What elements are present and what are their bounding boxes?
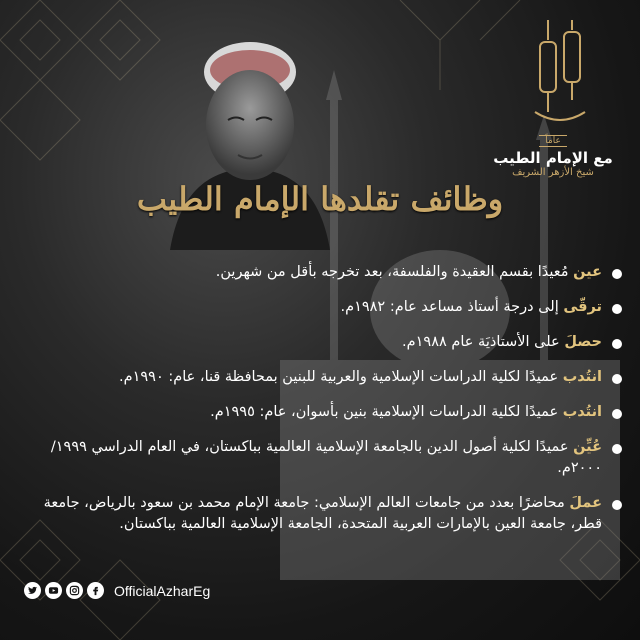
item-body: عميدًا لكلية الدراسات الإسلامية والعربية للبنين بمحافظة قنا، عام: ١٩٩٠م. [118, 369, 563, 385]
item-body: مُعيدًا بقسم العقيدة والفلسفة، بعد تخرجه بأقل من شهرين. [215, 264, 574, 280]
item-text [340, 297, 602, 318]
item-text [22, 437, 602, 479]
youtube-icon[interactable] [45, 582, 62, 599]
bullet-icon [612, 304, 622, 314]
item-keyword: عُيِّن [573, 439, 602, 455]
bullet-icon [612, 444, 622, 454]
bullet-icon [612, 409, 622, 419]
list-item [22, 402, 622, 423]
list-item [22, 437, 622, 479]
item-keyword: عين [573, 264, 602, 280]
list-item [22, 262, 622, 283]
item-keyword: حصلَ [564, 334, 602, 350]
bullet-icon [612, 269, 622, 279]
social-footer [24, 582, 210, 599]
list-item [22, 332, 622, 353]
brand-block [488, 128, 618, 179]
bullet-icon [612, 339, 622, 349]
item-keyword: انتُدب [562, 404, 602, 420]
instagram-icon[interactable] [66, 582, 83, 599]
item-text [22, 493, 602, 535]
item-keyword: عملَ [569, 495, 602, 511]
social-handle[interactable]: OfficialAzharEg [114, 582, 211, 599]
list-item [22, 367, 622, 388]
item-body: محاضرًا بعدد من جامعات العالم الإسلامي: جامعة الإمام محمد بن سعود بالرياض، جامعة قطر، جامعة العين بالإمارات العربية المتحدة، الجامعة الإسلامية العالمية بباكستان. [43, 495, 602, 532]
item-text [402, 332, 602, 353]
facebook-icon[interactable] [87, 582, 104, 599]
page-title-wrap [130, 180, 510, 240]
brand-years: عاماً [539, 135, 567, 147]
brand-role: شيخ الأزهر الشريف [512, 167, 594, 178]
brand-name: مع الإمام الطيب [493, 149, 613, 167]
item-body: على الأستاذيَة عام ١٩٨٨م. [402, 334, 565, 350]
list-item [22, 297, 622, 318]
page-title: وظائف تقلدها الإمام الطيب [136, 180, 504, 218]
list-item [22, 493, 622, 535]
positions-list [22, 262, 622, 549]
item-body: إلى درجة أستاذ مساعد عام: ١٩٨٢م. [340, 299, 564, 315]
item-body: عميدًا لكلية أصول الدين بالجامعة الإسلامية العالمية بباكستان، في العام الدراسي ١٩٩٩/ ٢٠٠٠م. [50, 439, 602, 476]
item-keyword: ترقّى [563, 299, 602, 315]
item-text [210, 402, 602, 423]
bullet-icon [612, 374, 622, 384]
item-keyword: انتُدب [562, 369, 602, 385]
item-body: عميدًا لكلية الدراسات الإسلامية بنين بأسوان، عام: ١٩٩٥م. [210, 404, 563, 420]
bullet-icon [612, 500, 622, 510]
twitter-icon[interactable] [24, 582, 41, 599]
lantern-icon [530, 20, 590, 130]
item-text [119, 367, 602, 388]
item-text [216, 262, 602, 283]
